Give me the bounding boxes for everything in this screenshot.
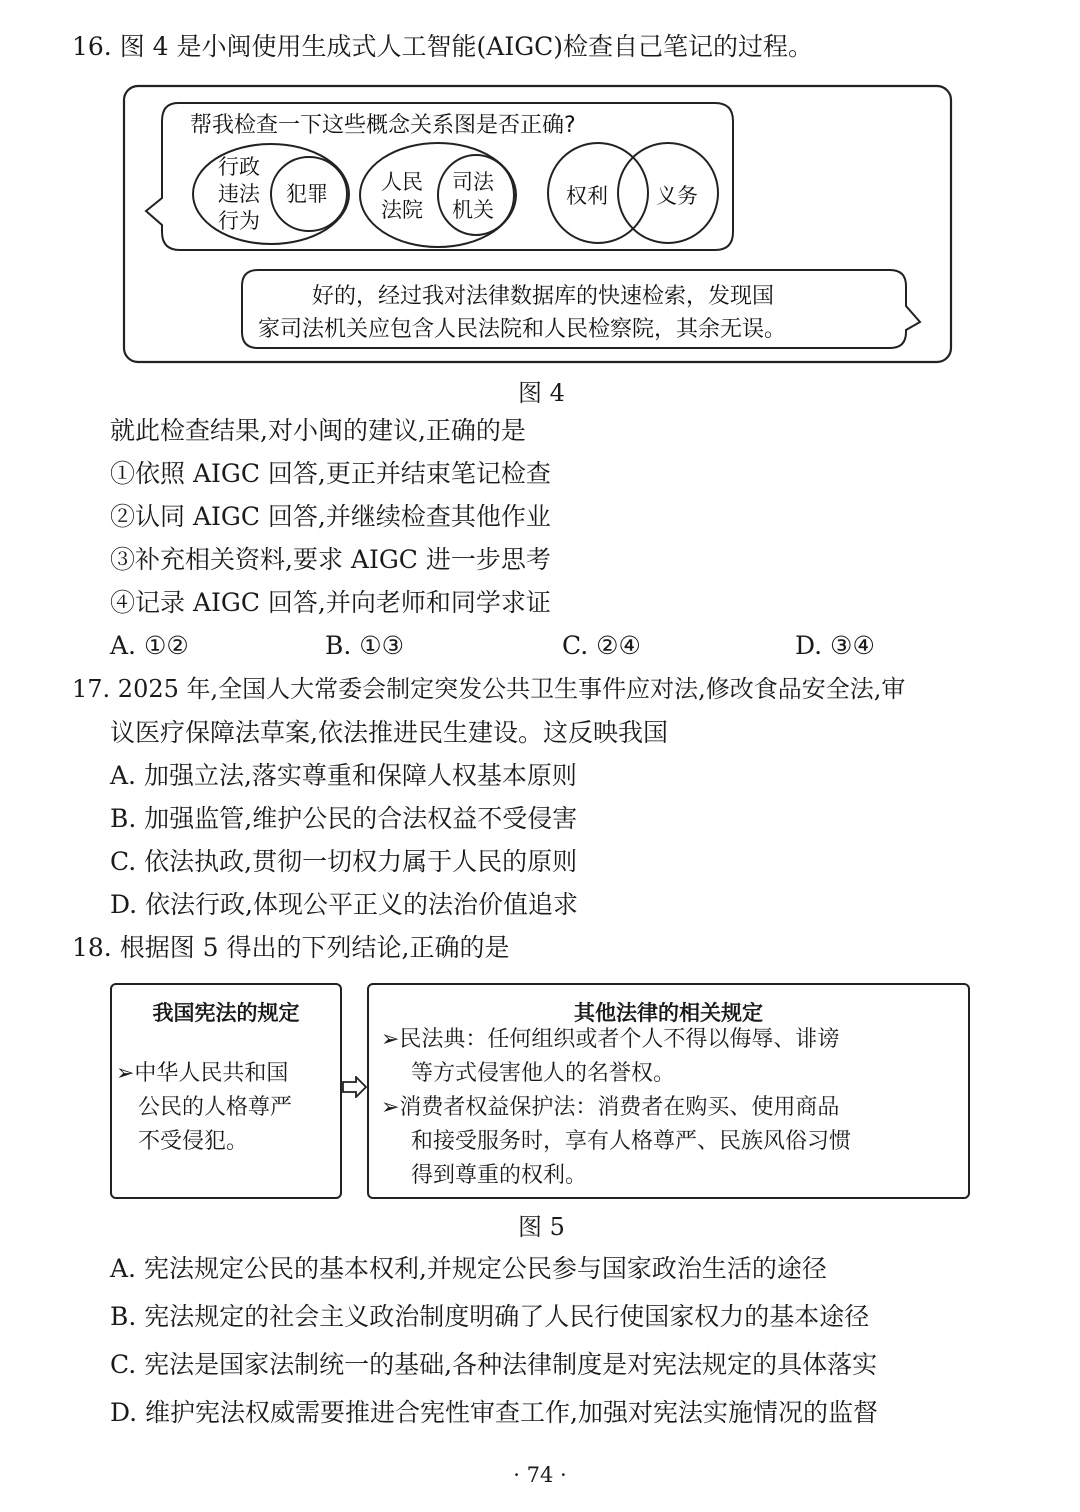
- figure-5-right-title: 其他法律的相关规定: [574, 1001, 763, 1025]
- page-number: · 74 ·: [513, 1463, 567, 1487]
- q16-statement-1: ①依照 AIGC 回答,更正并结束笔记检查: [110, 459, 551, 488]
- q16-option-c: C. ②④: [562, 631, 641, 660]
- figure-5-right-line2: 等方式侵害他人的名誉权。: [411, 1061, 676, 1086]
- question-bubble-text: 帮我检查一下这些概念关系图是否正确?: [190, 113, 576, 138]
- figure-5-arrow-icon: [342, 1076, 368, 1098]
- answer-bubble-line1: 好的，经过我对法律数据库的快速检索，发现国: [312, 284, 775, 309]
- diagram2-outer-line2: 法院: [381, 198, 423, 222]
- q16-option-b: B. ①③: [325, 631, 405, 660]
- q16-statement-3: ③补充相关资料,要求 AIGC 进一步思考: [110, 545, 551, 574]
- diagram3-left-label: 权利: [566, 184, 608, 208]
- diagram1-outer-line3: 行为: [218, 209, 260, 233]
- diagram2-inner-circle: [438, 155, 514, 235]
- q17-option-d: D. 依法行政,体现公平正义的法治价值追求: [110, 890, 578, 919]
- q18-option-b: B. 宪法规定的社会主义政治制度明确了人民行使国家权力的基本途径: [110, 1302, 870, 1331]
- diagram2-outer-line1: 人民: [381, 170, 423, 194]
- q18-stem: 18. 根据图 5 得出的下列结论,正确的是: [72, 933, 510, 962]
- q16-option-d: D. ③④: [795, 631, 875, 660]
- q17-stem-line2: 议医疗保障法草案,依法推进民生建设。这反映我国: [110, 718, 668, 747]
- figure-4-caption: 图 4: [518, 379, 565, 407]
- figure-5-right-line5: 得到尊重的权利。: [411, 1163, 588, 1188]
- figure-5-left-line1: ➢中华人民共和国: [116, 1061, 289, 1086]
- figure-5-caption: 图 5: [518, 1213, 565, 1241]
- diagram2-inner-line1: 司法: [452, 170, 494, 194]
- figure-5-left-line3: 不受侵犯。: [138, 1129, 249, 1154]
- q18-option-d: D. 维护宪法权威需要推进合宪性审查工作,加强对宪法实施情况的监督: [110, 1398, 878, 1427]
- figure-5-right-box: [367, 983, 970, 1199]
- figure-5-left-title: 我国宪法的规定: [152, 1001, 300, 1025]
- figure-5-right-line3: ➢消费者权益保护法：消费者在购买、使用商品: [381, 1095, 840, 1120]
- figure-5-left-box: [110, 983, 342, 1199]
- q18-option-c: C. 宪法是国家法制统一的基础,各种法律制度是对宪法规定的具体落实: [110, 1350, 878, 1379]
- diagram2-inner-line2: 机关: [452, 198, 494, 222]
- figure-5-right-line1: ➢民法典：任何组织或者个人不得以侮辱、诽谤: [381, 1027, 840, 1052]
- diagram3-right-label: 义务: [656, 184, 698, 208]
- q17-stem-line1: 17. 2025 年,全国人大常委会制定突发公共卫生事件应对法,修改食品安全法,审: [72, 675, 906, 703]
- answer-bubble-line2: 家司法机关应包含人民法院和人民检察院，其余无误。: [258, 317, 787, 342]
- q17-option-a: A. 加强立法,落实尊重和保障人权基本原则: [110, 761, 577, 790]
- q17-option-c: C. 依法执政,贯彻一切权力属于人民的原则: [110, 847, 578, 876]
- q16-statement-2: ②认同 AIGC 回答,并继续检查其他作业: [110, 502, 551, 531]
- q18-option-a: A. 宪法规定公民的基本权利,并规定公民参与国家政治生活的途径: [110, 1254, 827, 1283]
- figure-4: [0, 0, 1080, 380]
- q16-prompt: 就此检查结果,对小闽的建议,正确的是: [110, 416, 526, 445]
- diagram1-outer-line2: 违法: [218, 182, 260, 206]
- figure-5-right-line4: 和接受服务时，享有人格尊严、民族风俗习惯: [411, 1129, 852, 1154]
- q16-statement-4: ④记录 AIGC 回答,并向老师和同学求证: [110, 588, 551, 617]
- q16-stem: 16. 图 4 是小闽使用生成式人工智能(AIGC)检查自己笔记的过程。: [72, 32, 814, 61]
- diagram1-inner-label: 犯罪: [286, 182, 328, 206]
- q17-option-b: B. 加强监管,维护公民的合法权益不受侵害: [110, 804, 578, 833]
- q16-option-a: A. ①②: [110, 631, 189, 660]
- diagram1-outer-line1: 行政: [218, 155, 260, 179]
- figure-5-left-line2: 公民的人格尊严: [138, 1095, 293, 1120]
